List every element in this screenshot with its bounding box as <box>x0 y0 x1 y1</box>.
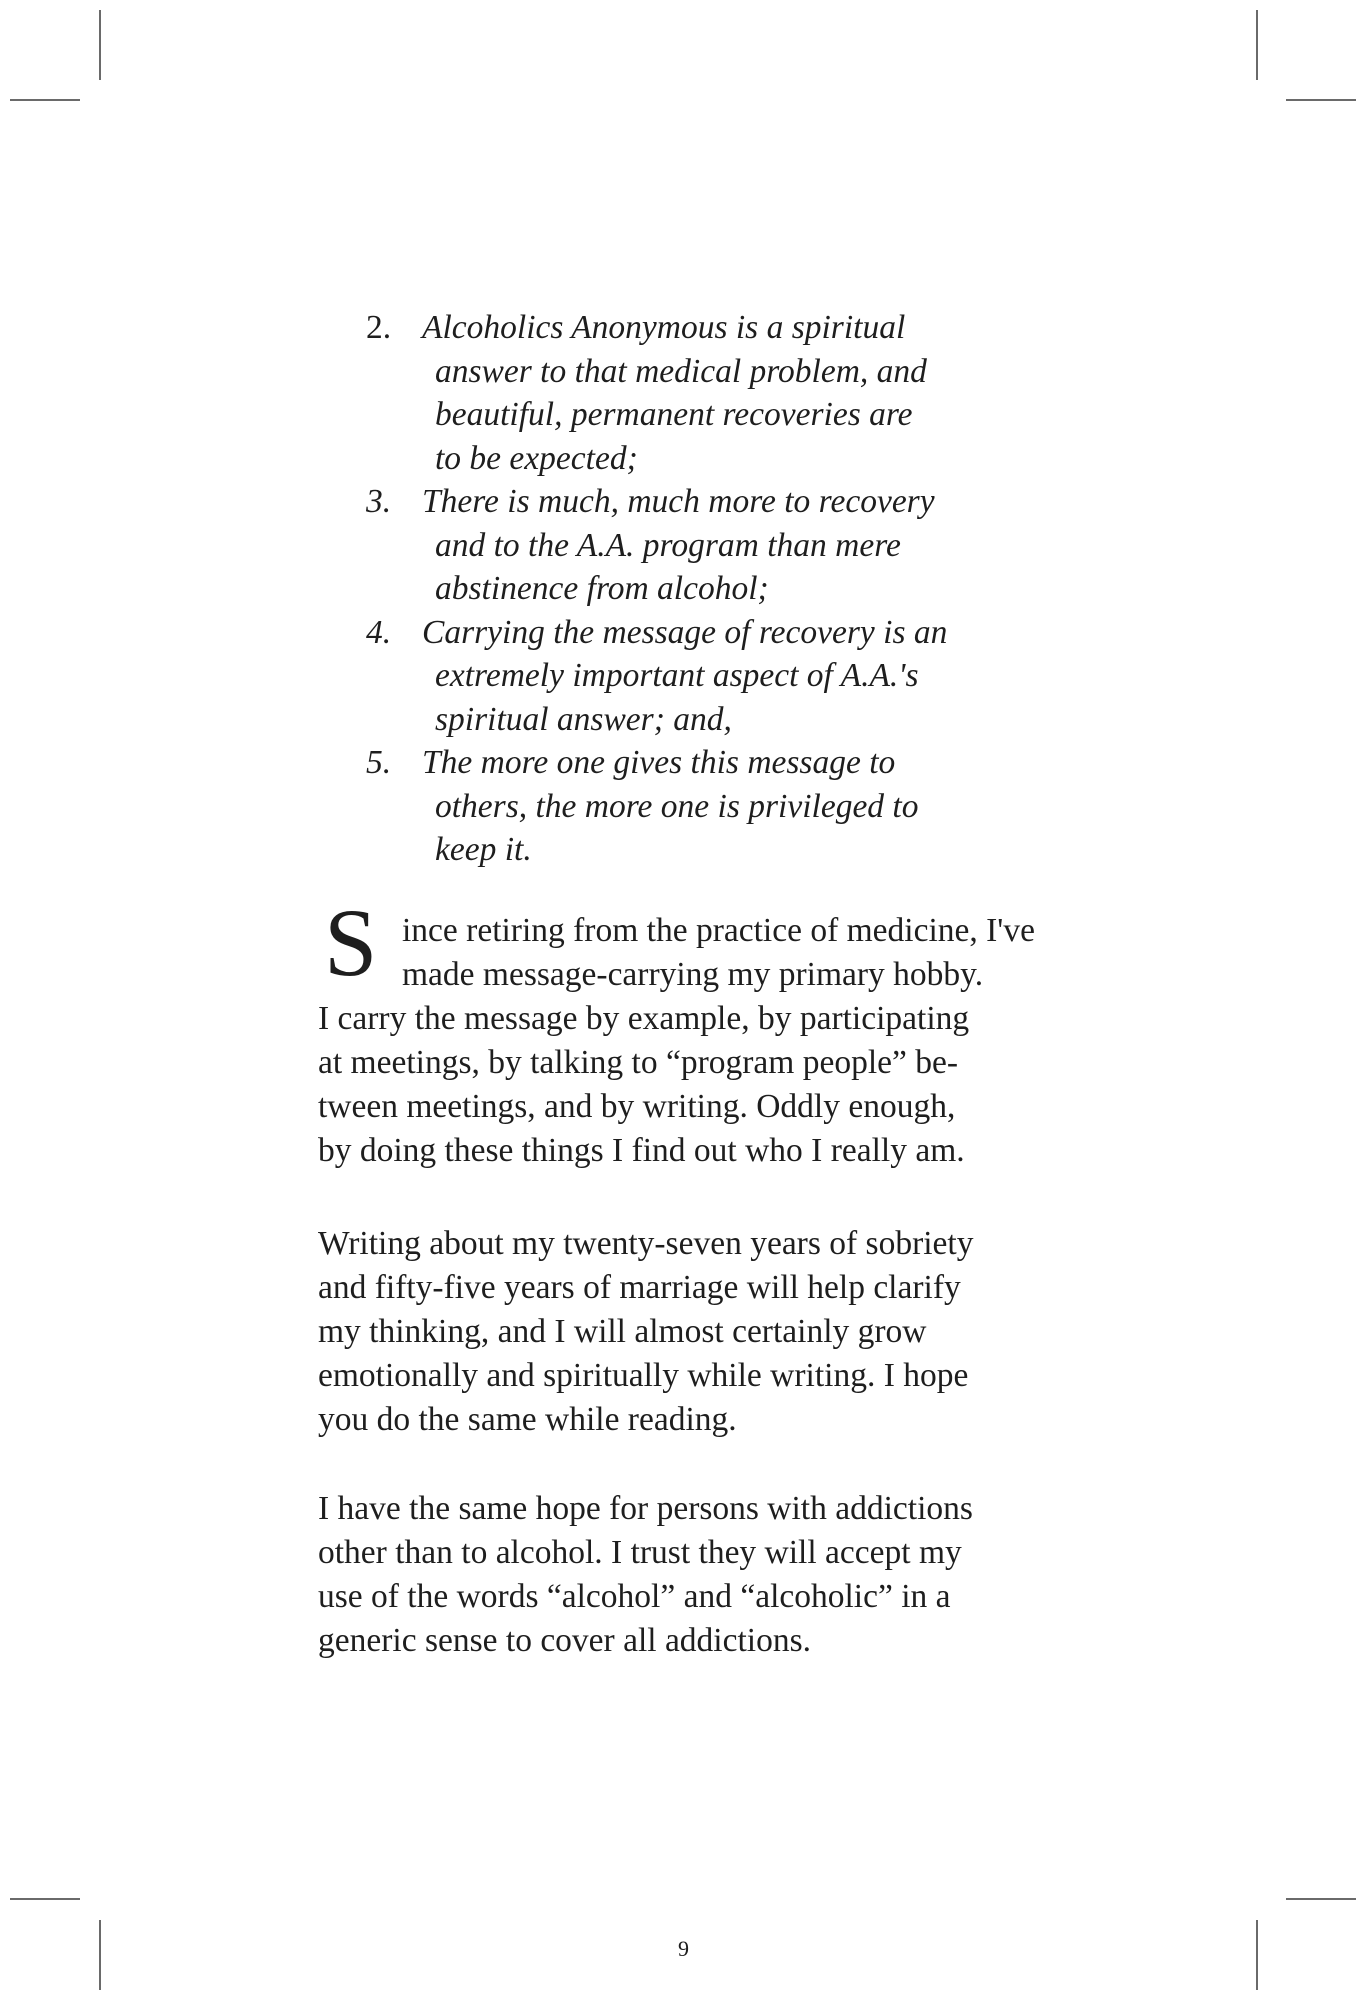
paragraph-line: you do the same while reading. <box>318 1401 737 1438</box>
list-item-line: There is much, much more to recovery <box>422 483 935 520</box>
paragraph-line: at meetings, by talking to “program people” be- <box>318 1044 959 1081</box>
list-item-line: abstinence from alcohol; <box>435 570 769 607</box>
paragraph-line: other than to alcohol. I trust they will accept my <box>318 1534 962 1571</box>
crop-mark-top-right-vertical <box>1256 10 1258 80</box>
paragraph-line: ince retiring from the practice of medicine, I've <box>402 912 1035 949</box>
paragraph-line: by doing these things I find out who I really am. <box>318 1132 965 1169</box>
page-number: 9 <box>678 1936 689 1961</box>
paragraph-line: my thinking, and I will almost certainly grow <box>318 1313 927 1350</box>
list-item <box>318 611 1110 742</box>
list-item-line: keep it. <box>435 831 532 868</box>
list-item-number: 4. <box>366 613 392 651</box>
crop-mark-top-left-vertical <box>99 10 101 80</box>
list-item <box>318 306 1110 480</box>
list-item-number: 2. <box>366 309 392 346</box>
list-item <box>318 741 1110 872</box>
list-item-line: beautiful, permanent recoveries are <box>435 396 913 433</box>
list-item-line: others, the more one is privileged to <box>435 787 919 825</box>
paragraph-line: Writing about my twenty-seven years of sobriety <box>318 1225 974 1262</box>
list-item-line: extremely important aspect of A.A.'s <box>435 657 919 694</box>
list-item-line: The more one gives this message to <box>422 744 896 781</box>
paragraph-line: emotionally and spiritually while writing. I hope <box>318 1357 969 1394</box>
list-item-line: Carrying the message of recovery is an <box>422 613 948 651</box>
paragraph-line: generic sense to cover all addictions. <box>318 1622 812 1659</box>
paragraph-line: I carry the message by example, by participating <box>318 1000 970 1037</box>
list-item-line: and to the A.A. program than mere <box>435 526 901 564</box>
numbered-list <box>318 306 1110 872</box>
drop-cap: S <box>324 889 378 996</box>
list-item-line: answer to that medical problem, and <box>435 352 927 390</box>
paragraph-line: use of the words “alcohol” and “alcoholic” in a <box>318 1578 951 1615</box>
paragraph-line: I have the same hope for persons with addictions <box>318 1490 973 1527</box>
crop-mark-top-right-horizontal <box>1286 99 1356 101</box>
list-item-line: Alcoholics Anonymous is a spiritual <box>422 309 906 346</box>
crop-mark-bottom-right-horizontal <box>1286 1898 1356 1900</box>
paragraph-line: and fifty-five years of marriage will help clarify <box>318 1269 961 1306</box>
paragraph-2 <box>318 1222 1110 1442</box>
paragraph-line: made message-carrying my primary hobby. <box>402 956 984 993</box>
crop-mark-top-left-horizontal <box>10 99 80 101</box>
list-item-line: to be expected; <box>435 439 638 477</box>
paragraph-3 <box>318 1487 1110 1663</box>
paragraph-line: tween meetings, and by writing. Oddly enough, <box>318 1088 956 1125</box>
list-item-line: spiritual answer; and, <box>435 700 732 738</box>
crop-mark-bottom-left-horizontal <box>10 1898 80 1900</box>
list-item-number: 5. <box>366 744 392 781</box>
list-item <box>318 480 1110 611</box>
list-item-number: 3. <box>366 483 392 520</box>
paragraph-1 <box>318 889 1110 1173</box>
